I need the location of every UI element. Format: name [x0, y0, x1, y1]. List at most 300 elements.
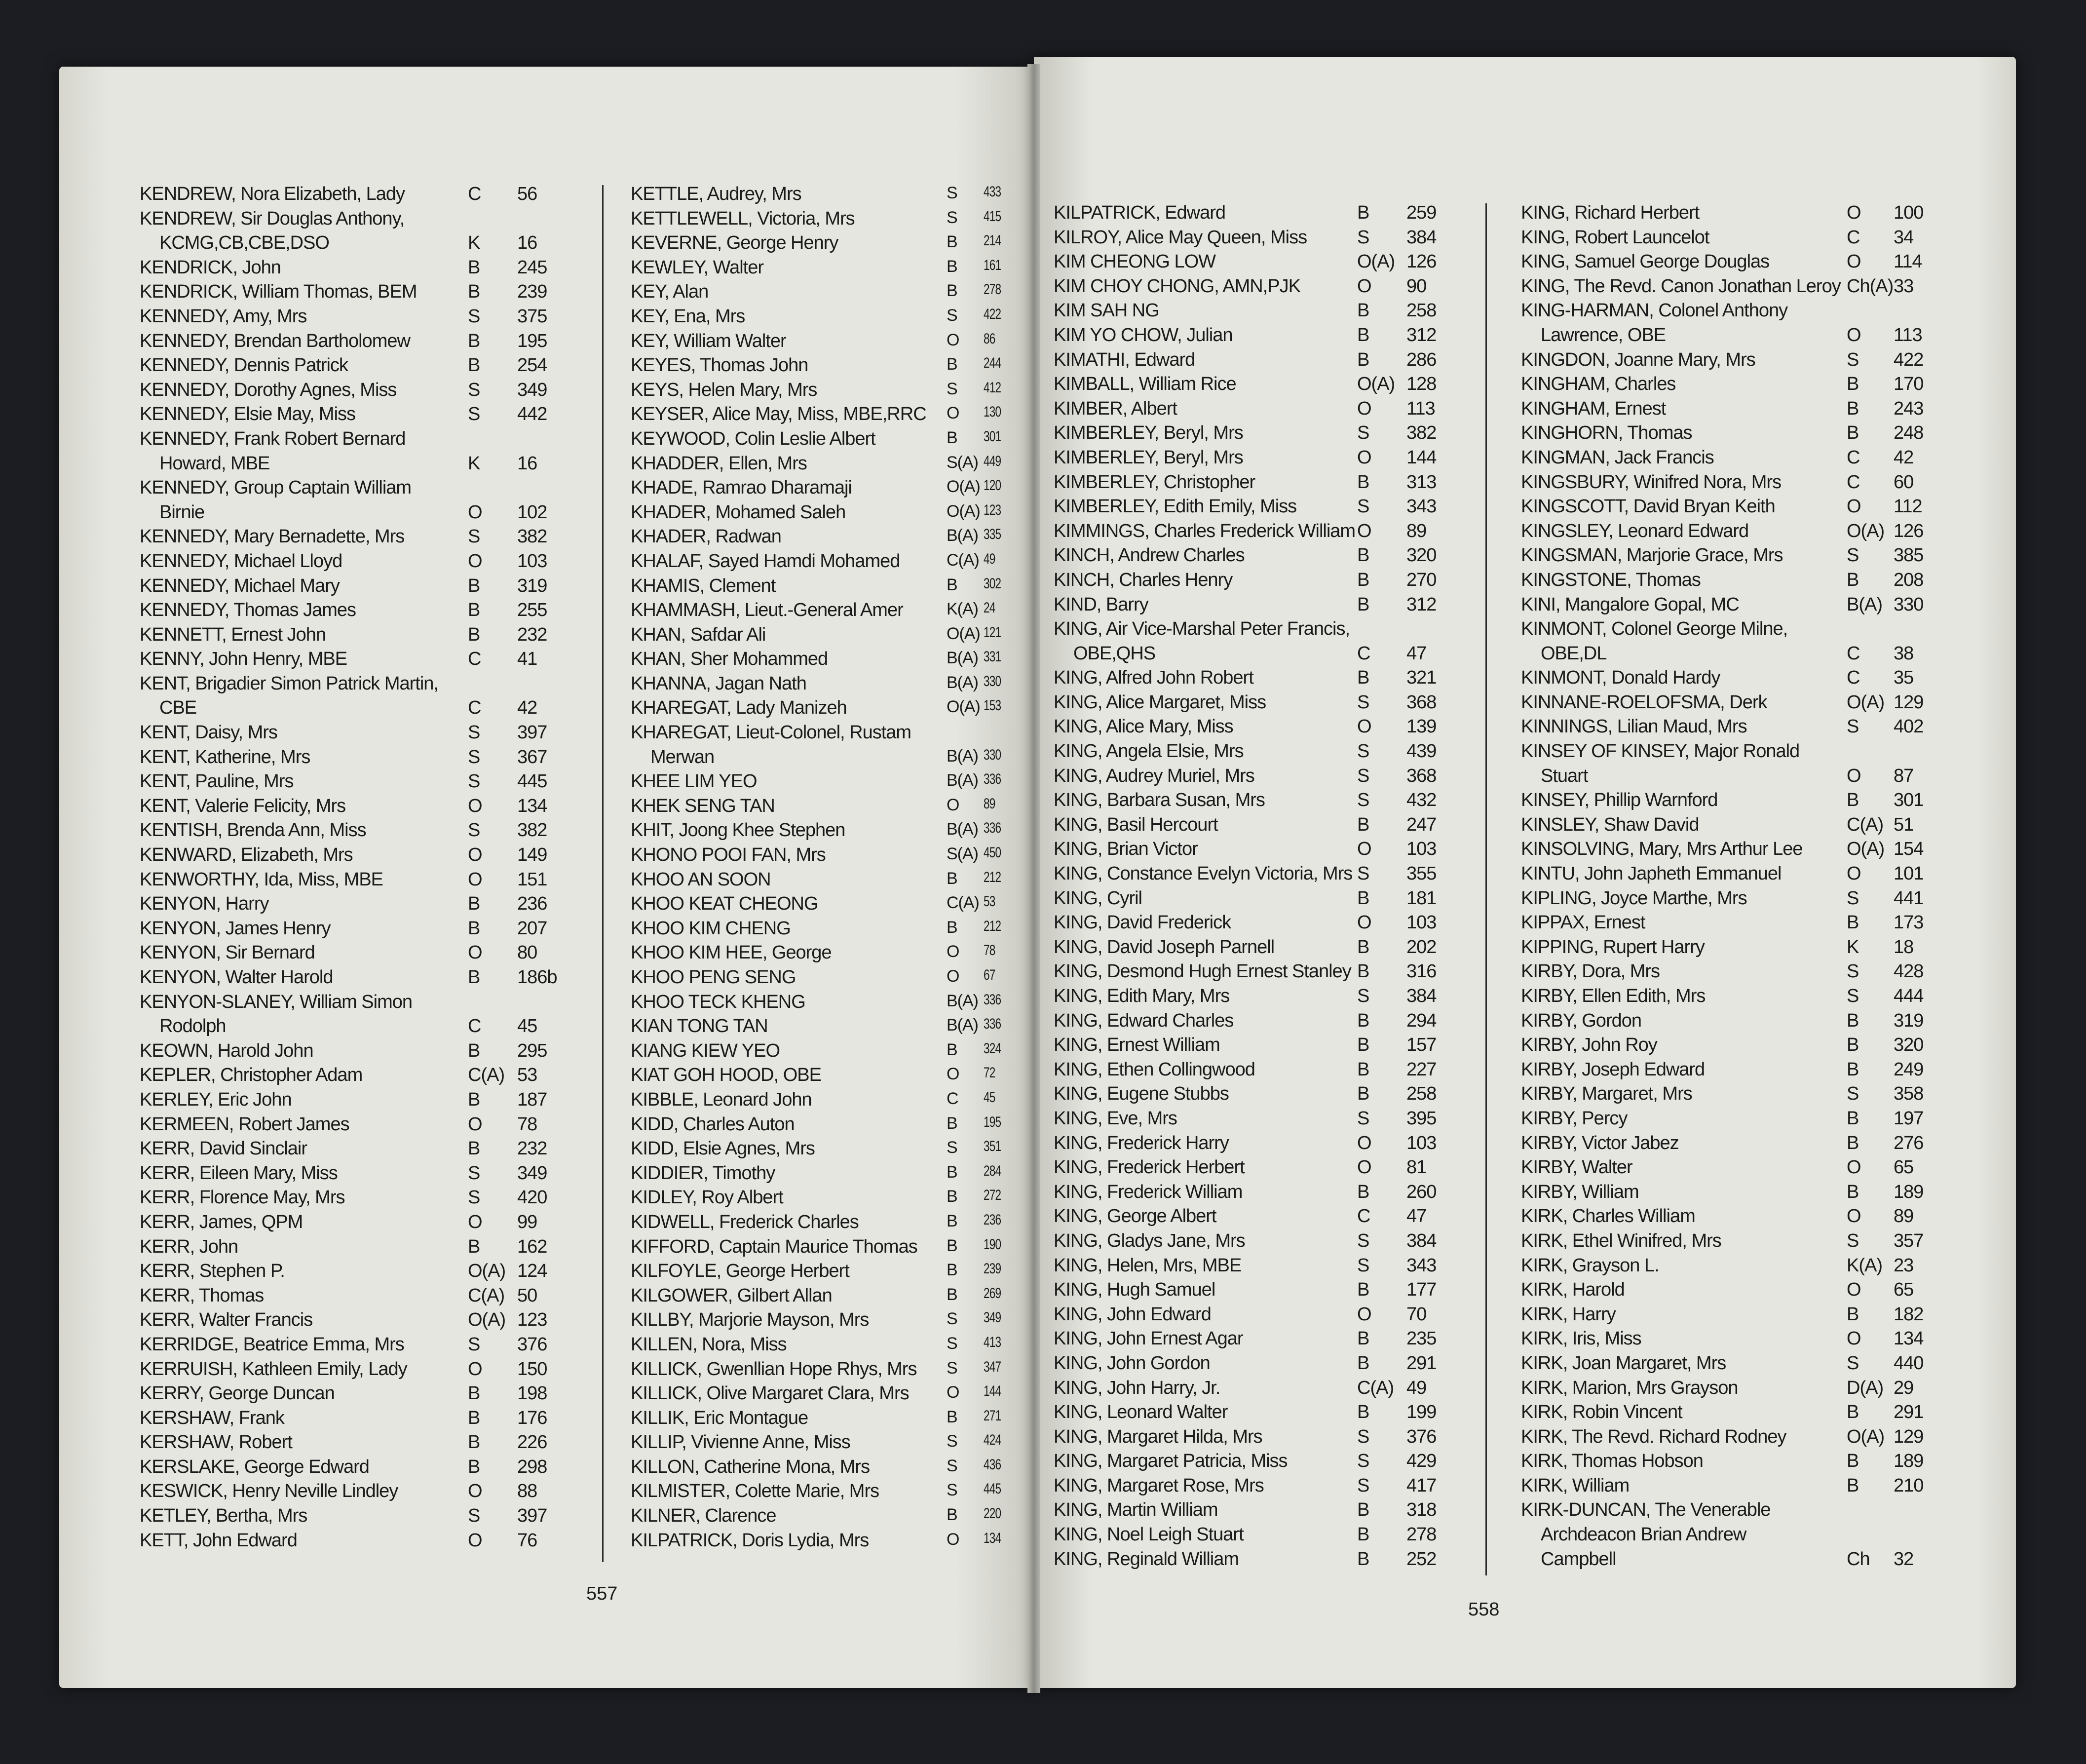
entry-page-ref: 176 [517, 1407, 547, 1428]
entry-page-ref: 103 [1406, 839, 1437, 860]
entry-page-ref: 103 [1406, 1132, 1437, 1153]
entry-class-code: O [1847, 1206, 1861, 1227]
entry-page-ref: 50 [517, 1285, 537, 1306]
entry-class-code: B(A) [947, 673, 978, 692]
entry-page-ref: 41 [517, 649, 537, 670]
entry-class-code: O(A) [468, 1261, 506, 1282]
entry-class-code: O [1357, 447, 1371, 468]
entry-class-code: B [1357, 1402, 1369, 1423]
entry-name: KING, Hugh Samuel [1054, 1279, 1215, 1301]
entry-class-code: S [1357, 1108, 1369, 1129]
entry-page-ref: 134 [517, 795, 547, 816]
entry-class-code: S [1357, 691, 1369, 713]
entry-class-code: S(A) [947, 453, 978, 472]
entry-name: KIRBY, Dora, Mrs [1521, 961, 1660, 982]
entry-class-code: B [468, 624, 480, 645]
entry-name: KING, Leonard Walter [1054, 1402, 1228, 1423]
entry-class-code: O [947, 795, 959, 814]
entry-name: KIBBLE, Leonard John [631, 1089, 812, 1110]
entry-page-ref: 80 [517, 942, 537, 963]
entry-class-code: S [1847, 1230, 1859, 1251]
entry-name: KIPLING, Joyce Marthe, Mrs [1521, 887, 1747, 909]
entry-page-ref: 239 [984, 1261, 1001, 1277]
entry-name: KIDD, Elsie Agnes, Mrs [631, 1138, 815, 1159]
entry-class-code: C [1847, 227, 1860, 248]
entry-name: Archdeacon Brian Andrew [1541, 1524, 1746, 1545]
entry-class-code: S [947, 1456, 957, 1475]
entry-class-code: C [947, 1089, 958, 1108]
entry-class-code: B [468, 1456, 480, 1477]
entry-page-ref: 29 [1894, 1377, 1914, 1398]
entry-class-code: O [947, 330, 959, 349]
entry-page-ref: 87 [1894, 765, 1914, 786]
entry-page-ref: 45 [984, 1089, 995, 1106]
entry-class-code: B [947, 1187, 957, 1206]
entry-name: KING, Gladys Jane, Mrs [1054, 1230, 1245, 1251]
entry-class-code: B [1357, 1279, 1369, 1301]
entry-class-code: D(A) [1847, 1377, 1884, 1398]
entry-page-ref: 319 [517, 575, 547, 596]
entry-class-code: B [1357, 1035, 1369, 1056]
entry-class-code: S [468, 746, 480, 767]
entry-name: KENNEDY, Michael Mary [140, 575, 340, 596]
entry-page-ref: 38 [1894, 643, 1914, 664]
entry-class-code: B [1357, 887, 1369, 909]
entry-name: KENT, Valerie Felicity, Mrs [140, 795, 346, 816]
entry-page-ref: 278 [1406, 1524, 1437, 1545]
entry-page-ref: 126 [1894, 520, 1924, 541]
entry-name: KIAT GOH HOOD, OBE [631, 1065, 821, 1086]
entry-page-ref: 33 [1894, 275, 1914, 297]
entry-class-code: O [1357, 1304, 1371, 1325]
entry-page-ref: 154 [1894, 839, 1924, 860]
entry-page-ref: 144 [1406, 447, 1437, 468]
entry-class-code: B [1847, 912, 1859, 933]
entry-class-code: B [947, 575, 957, 594]
entry-page-ref: 177 [1406, 1279, 1437, 1301]
entry-page-ref: 212 [984, 869, 1001, 885]
entry-page-ref: 78 [517, 1113, 537, 1135]
entry-class-code: B [468, 600, 480, 621]
entry-class-code: C [468, 1016, 481, 1037]
entry-page-ref: 236 [984, 1211, 1001, 1228]
entry-class-code: O [468, 795, 482, 816]
entry-page-ref: 186b [517, 967, 557, 988]
entry-class-code: B [1847, 1475, 1859, 1496]
entry-name: KING, Basil Hercourt [1054, 814, 1218, 835]
entry-name: KERRIDGE, Beatrice Emma, Mrs [140, 1334, 404, 1355]
entry-class-code: B [1357, 1328, 1369, 1349]
entry-class-code: B [1847, 569, 1859, 590]
entry-name: KING, David Frederick [1054, 912, 1231, 933]
entry-class-code: S [1847, 1083, 1859, 1105]
entry-page-ref: 144 [984, 1383, 1001, 1400]
entry-name: KEY, Alan [631, 281, 709, 303]
entry-page-ref: 252 [1406, 1548, 1437, 1570]
entry-name: KIRBY, Ellen Edith, Mrs [1521, 986, 1706, 1006]
entry-page-ref: 376 [517, 1334, 547, 1355]
entry-page-ref: 23 [1894, 1255, 1914, 1276]
entry-name: KENWARD, Elizabeth, Mrs [140, 844, 353, 866]
entry-class-code: B [468, 257, 480, 278]
entry-page-ref: 239 [517, 281, 547, 303]
entry-name: KING, John Ernest Agar [1054, 1328, 1243, 1349]
entry-page-ref: 412 [984, 379, 1001, 396]
entry-page-ref: 429 [1406, 1451, 1437, 1472]
entry-page-ref: 149 [517, 844, 547, 866]
entry-page-ref: 428 [1894, 961, 1924, 982]
entry-name: KIDLEY, Roy Albert [631, 1187, 783, 1208]
entry-class-code: S [947, 1481, 957, 1500]
entry-name: KIRK, Marion, Mrs Grayson [1521, 1377, 1738, 1398]
entry-name: KENNEDY, Elsie May, Miss [140, 404, 356, 425]
entry-name: KINSOLVING, Mary, Mrs Arthur Lee [1521, 839, 1803, 860]
entry-page-ref: 51 [1894, 814, 1914, 835]
entry-name: KINGHORN, Thomas [1521, 422, 1692, 444]
entry-name: KENNEDY, Dennis Patrick [140, 355, 348, 376]
entry-class-code: C [1847, 447, 1860, 468]
entry-class-code: B [1357, 936, 1369, 958]
entry-class-code: B [1847, 1132, 1859, 1153]
entry-class-code: S [1847, 545, 1859, 566]
entry-name: KIRBY, Walter [1521, 1157, 1632, 1178]
entry-page-ref: 86 [984, 330, 995, 347]
entry-name: KEY, William Walter [631, 330, 786, 351]
entry-class-code: B [468, 893, 480, 915]
entry-page-ref: 76 [517, 1530, 537, 1551]
entry-page-ref: 157 [1406, 1035, 1437, 1056]
entry-page-ref: 90 [1406, 275, 1427, 297]
entry-page-ref: 343 [1406, 1255, 1437, 1276]
entry-name: KINTU, John Japheth Emmanuel [1521, 863, 1782, 884]
entry-class-code: B [1357, 349, 1369, 370]
entry-class-code: S [947, 1309, 957, 1329]
entry-page-ref: 181 [1406, 887, 1437, 909]
entry-name: KILLICK, Olive Margaret Clara, Mrs [631, 1383, 909, 1404]
entry-name: KING, Constance Evelyn Victoria, Mrs [1054, 863, 1353, 884]
entry-name: KHOO AN SOON [631, 869, 771, 890]
entry-class-code: B [1847, 374, 1859, 395]
entry-class-code: B(A) [947, 1016, 978, 1035]
entry-name: KINGSMAN, Marjorie Grace, Mrs [1521, 545, 1783, 566]
entry-page-ref: 139 [1406, 716, 1437, 737]
entry-name: KILGOWER, Gilbert Allan [631, 1285, 832, 1306]
entry-class-code: S [1847, 716, 1859, 737]
entry-class-code: K [1847, 936, 1859, 958]
entry-class-code: S [1357, 496, 1369, 517]
entry-name: KING, Richard Herbert [1521, 202, 1700, 223]
entry-class-code: B [1357, 545, 1369, 566]
entry-page-ref: 18 [1894, 936, 1914, 958]
entry-name: KIMBERLEY, Edith Emily, Miss [1054, 496, 1297, 517]
entry-page-ref: 123 [984, 501, 1001, 518]
entry-class-code: K(A) [947, 600, 978, 619]
entry-class-code: B [1357, 1181, 1369, 1202]
entry-page-ref: 78 [984, 942, 995, 959]
entry-name: KHAN, Sher Mohammed [631, 649, 828, 670]
entry-name: KIM SAH NG [1054, 300, 1159, 321]
entry-page-ref: 384 [1406, 986, 1437, 1006]
entry-page-ref: 100 [1894, 202, 1924, 223]
entry-page-ref: 199 [1406, 1402, 1437, 1423]
entry-page-ref: 195 [517, 330, 547, 351]
entry-page-ref: 126 [1406, 251, 1437, 272]
entry-class-code: B(A) [947, 526, 978, 545]
entry-name: KING, Frederick Herbert [1054, 1157, 1245, 1178]
entry-class-code: B [947, 1113, 957, 1133]
entry-page-ref: 162 [517, 1236, 547, 1257]
entry-name: KIRK, Harold [1521, 1279, 1625, 1301]
entry-name: KING, Eve, Mrs [1054, 1108, 1177, 1129]
entry-name: KING, Robert Launcelot [1521, 227, 1709, 248]
entry-page-ref: 243 [1894, 398, 1924, 419]
entry-name: KIMATHI, Edward [1054, 349, 1195, 370]
entry-name: KILROY, Alice May Queen, Miss [1054, 227, 1307, 248]
entry-page-ref: 349 [517, 1162, 547, 1184]
entry-name: KHAREGAT, Lieut-Colonel, Rustam [631, 722, 911, 743]
entry-class-code: B [947, 257, 957, 276]
entry-name: KIRK, William [1521, 1475, 1630, 1496]
entry-name: KCMG,CB,CBE,DSO [159, 232, 329, 254]
entry-name: KENYON, Sir Bernard [140, 942, 315, 963]
entry-name: KEYSER, Alice May, Miss, MBE,RRC [631, 404, 926, 425]
entry-name: KEOWN, Harold John [140, 1040, 313, 1061]
entry-name: KING, Martin William [1054, 1499, 1218, 1521]
entry-page-ref: 313 [1406, 471, 1437, 493]
entry-name: KIDDIER, Timothy [631, 1162, 775, 1184]
entry-name: KIDD, Charles Auton [631, 1113, 795, 1135]
entry-class-code: S [947, 1358, 957, 1378]
entry-class-code: B(A) [947, 649, 978, 668]
entry-page-ref: 271 [984, 1407, 1001, 1424]
entry-page-ref: 67 [984, 967, 995, 983]
entry-name: KING, Edith Mary, Mrs [1054, 986, 1230, 1006]
entry-page-ref: 81 [1406, 1157, 1427, 1178]
entry-class-code: C [468, 649, 481, 670]
entry-class-code: O [468, 942, 482, 963]
entry-name: KHAN, Safdar Ali [631, 624, 766, 645]
entry-class-code: S [1357, 1451, 1369, 1472]
entry-page-ref: 330 [984, 673, 1001, 690]
entry-page-ref: 335 [984, 526, 1001, 543]
entry-class-code: S [1847, 887, 1859, 909]
entry-name: KINGDON, Joanne Mary, Mrs [1521, 349, 1755, 370]
entry-class-code: B [1357, 1524, 1369, 1545]
entry-name: KILMISTER, Colette Marie, Mrs [631, 1481, 879, 1502]
entry-class-code: S [1357, 863, 1369, 884]
entry-name: KENDREW, Nora Elizabeth, Lady [140, 184, 405, 204]
entry-page-ref: 112 [1894, 496, 1922, 517]
entry-class-code: B(A) [947, 820, 978, 839]
entry-class-code: C(A) [1847, 814, 1884, 835]
entry-name: KHAMMASH, Lieut.-General Amer [631, 600, 903, 621]
entry-name: KEYS, Helen Mary, Mrs [631, 379, 817, 400]
entry-page-ref: 202 [1406, 936, 1437, 958]
entry-page-ref: 99 [517, 1211, 537, 1232]
entry-class-code: B [947, 1236, 957, 1255]
entry-name: KENNEDY, Frank Robert Bernard [140, 428, 406, 449]
entry-class-code: B [468, 918, 480, 939]
entry-name: KING, Margaret Rose, Mrs [1054, 1475, 1264, 1496]
entry-page-ref: 89 [1894, 1206, 1914, 1227]
entry-class-code: O [947, 1530, 959, 1549]
entry-class-code: S [468, 820, 480, 841]
entry-name: KHOO PENG SENG [631, 967, 796, 988]
entry-name: KINNANE-ROELOFSMA, Derk [1521, 691, 1767, 713]
entry-page-ref: 226 [517, 1432, 547, 1453]
entry-class-code: O(A) [947, 697, 980, 717]
entry-name: Lawrence, OBE [1541, 324, 1666, 345]
entry-class-code: B [468, 967, 480, 988]
entry-name: KING, John Gordon [1054, 1352, 1210, 1374]
entry-page-ref: 236 [517, 893, 547, 915]
entry-page-ref: 53 [517, 1065, 537, 1086]
entry-class-code: O(A) [1847, 691, 1885, 713]
entry-class-code: S [468, 771, 480, 792]
entry-page-ref: 415 [984, 208, 1001, 225]
entry-name: KILFOYLE, George Herbert [631, 1261, 849, 1282]
entry-name: KENYON, Walter Harold [140, 967, 333, 988]
entry-page-ref: 382 [517, 526, 547, 547]
entry-page-ref: 49 [1406, 1377, 1427, 1398]
entry-page-ref: 351 [984, 1138, 1001, 1155]
entry-class-code: O [468, 1481, 482, 1502]
entry-name: KHALAF, Sayed Hamdi Mohamed [631, 550, 900, 572]
entry-name: KIMBER, Albert [1054, 398, 1177, 419]
entry-page-ref: 198 [517, 1383, 547, 1404]
entry-page-ref: 320 [1894, 1035, 1924, 1056]
entry-name: KENDRICK, John [140, 257, 281, 278]
entry-name: KILLIP, Vivienne Anne, Miss [631, 1432, 850, 1453]
entry-page-ref: 301 [1894, 790, 1924, 811]
entry-name: KHADER, Mohamed Saleh [631, 501, 846, 523]
entry-page-ref: 385 [1894, 545, 1924, 566]
entry-class-code: B [1357, 569, 1369, 590]
entry-class-code: B [947, 355, 957, 374]
entry-class-code: S [947, 184, 957, 202]
entry-page-ref: 402 [1894, 716, 1924, 737]
entry-name: OBE,DL [1541, 643, 1607, 664]
entry-page-ref: 65 [1894, 1157, 1914, 1178]
entry-name: KINMONT, Donald Hardy [1521, 667, 1720, 689]
entry-class-code: B [468, 1383, 480, 1404]
entry-class-code: B [1357, 1059, 1369, 1080]
entry-name: KEYWOOD, Colin Leslie Albert [631, 428, 875, 449]
entry-class-code: B [1357, 202, 1369, 223]
entry-name: KIRBY, William [1521, 1181, 1639, 1202]
entry-name: KIPPING, Rupert Harry [1521, 936, 1705, 958]
entry-class-code: C [1847, 471, 1860, 493]
entry-name: KHADE, Ramrao Dharamaji [631, 477, 852, 499]
entry-page-ref: 150 [517, 1358, 547, 1380]
entry-class-code: B [1357, 814, 1369, 835]
entry-name: KIRBY, Percy [1521, 1108, 1628, 1129]
entry-name: KENWORTHY, Ida, Miss, MBE [140, 869, 383, 890]
entry-name: KIRBY, John Roy [1521, 1035, 1657, 1056]
entry-class-code: B [1847, 1059, 1859, 1080]
entry-class-code: B [1847, 1010, 1859, 1031]
entry-name: KENYON, Harry [140, 893, 269, 915]
page-number-left: 557 [586, 1583, 618, 1604]
entry-name: KETTLEWELL, Victoria, Mrs [631, 208, 855, 229]
entry-class-code: B [1847, 1402, 1859, 1423]
entry-name: KENTISH, Brenda Ann, Miss [140, 820, 366, 841]
entry-name: KIM CHOY CHONG, AMN,PJK [1054, 275, 1300, 297]
entry-class-code: O [1847, 863, 1861, 884]
entry-name: KERR, Eileen Mary, Miss [140, 1162, 338, 1184]
entry-class-code: B [1357, 1083, 1369, 1105]
entry-name: KIRK, Ethel Winifred, Mrs [1521, 1230, 1721, 1251]
entry-page-ref: 384 [1406, 1230, 1437, 1251]
entry-name: KERLEY, Eric John [140, 1089, 292, 1110]
entry-class-code: B [1847, 1108, 1859, 1129]
entry-class-code: B [468, 1407, 480, 1428]
entry-page-ref: 113 [1894, 324, 1922, 345]
entry-class-code: B(A) [947, 771, 978, 790]
entry-page-ref: 245 [517, 257, 547, 278]
entry-name: Stuart [1541, 765, 1588, 786]
entry-class-code: S [1357, 765, 1369, 786]
entry-name: KING, Audrey Muriel, Mrs [1054, 765, 1254, 786]
entry-class-code: B [1357, 594, 1369, 615]
entry-class-code: B [1357, 1499, 1369, 1521]
entry-name: KILLON, Catherine Mona, Mrs [631, 1456, 870, 1477]
entry-name: KIRK, Robin Vincent [1521, 1402, 1682, 1423]
entry-class-code: S [1847, 961, 1859, 982]
entry-name: KERR, Florence May, Mrs [140, 1187, 345, 1208]
entry-page-ref: 368 [1406, 691, 1437, 713]
entry-page-ref: 89 [1406, 520, 1427, 541]
entry-page-ref: 294 [1406, 1010, 1437, 1031]
entry-name: KIMBALL, William Rice [1054, 374, 1236, 395]
entry-page-ref: 197 [1894, 1108, 1924, 1129]
entry-name: KING, John Harry, Jr. [1054, 1377, 1220, 1398]
entry-name: KING, Frederick Harry [1054, 1132, 1229, 1153]
entry-page-ref: 272 [984, 1187, 1001, 1204]
entry-name: KINGSLEY, Leonard Edward [1521, 520, 1749, 541]
entry-name: KINNINGS, Lilian Maud, Mrs [1521, 716, 1747, 737]
entry-class-code: O [1847, 765, 1861, 786]
entry-page-ref: 42 [1894, 447, 1914, 468]
entry-class-code: O [468, 1530, 482, 1551]
entry-page-ref: 53 [984, 893, 995, 910]
entry-page-ref: 358 [1894, 1083, 1924, 1105]
entry-page-ref: 367 [517, 746, 547, 767]
entry-page-ref: 195 [984, 1113, 1001, 1130]
entry-name: OBE,QHS [1073, 643, 1156, 664]
entry-class-code: S [947, 306, 957, 325]
left-column-rule [602, 185, 604, 1562]
entry-page-ref: 129 [1894, 691, 1924, 713]
entry-class-code: O [1847, 1157, 1861, 1178]
entry-name: KEPLER, Christopher Adam [140, 1065, 363, 1086]
entry-page-ref: 189 [1894, 1181, 1924, 1202]
entry-class-code: B [468, 575, 480, 596]
entry-name: KINCH, Charles Henry [1054, 569, 1233, 590]
entry-name: KENT, Katherine, Mrs [140, 746, 310, 767]
entry-page-ref: 129 [1894, 1426, 1924, 1447]
entry-page-ref: 432 [1406, 790, 1437, 811]
entry-page-ref: 151 [517, 869, 547, 890]
entry-page-ref: 70 [1406, 1304, 1427, 1325]
entry-page-ref: 331 [984, 649, 1001, 665]
entry-page-ref: 190 [984, 1236, 1001, 1253]
entry-name: KINMONT, Colonel George Milne, [1521, 618, 1788, 640]
entry-name: KENT, Daisy, Mrs [140, 722, 277, 743]
entry-class-code: B [947, 1505, 957, 1525]
entry-class-code: B [947, 232, 957, 252]
entry-page-ref: 336 [984, 771, 1001, 788]
